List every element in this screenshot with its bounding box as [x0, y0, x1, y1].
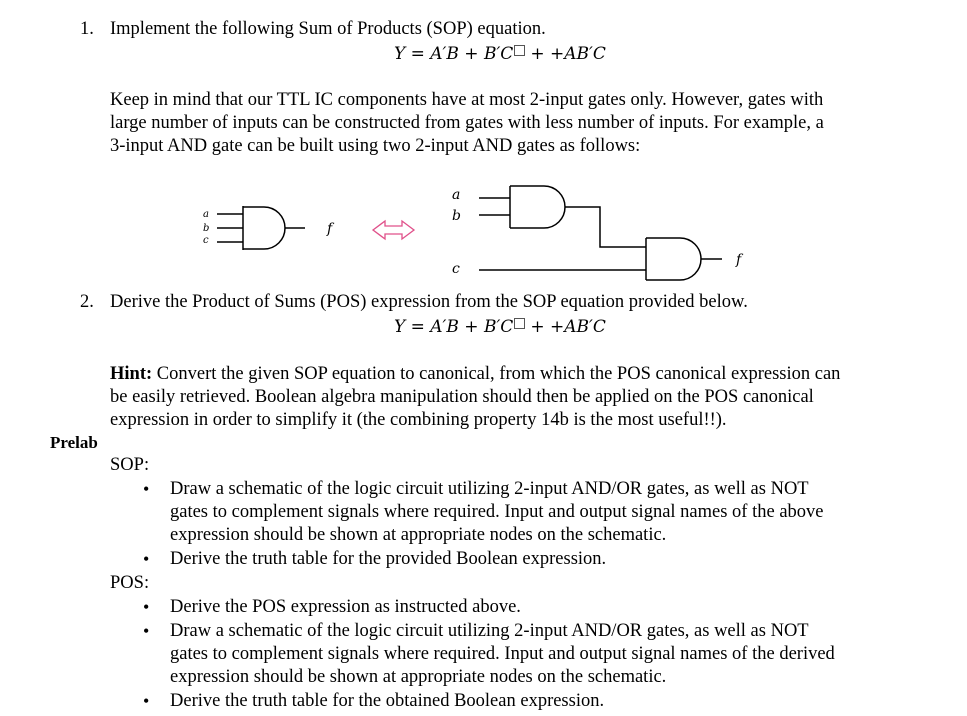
left-input-b: b: [203, 223, 210, 234]
pos-item-line: Derive the truth table for the obtained Boolean expression.: [170, 691, 605, 711]
hint-label: Hint:: [110, 364, 153, 384]
sop-item-line: gates to complement signals where required. Input and output signal names of the above: [170, 502, 824, 522]
right-output-f: f: [736, 252, 742, 268]
equation-main: Y = A′B + B′C: [394, 44, 514, 64]
right-input-a: a: [452, 187, 461, 203]
bullet-icon: •: [143, 549, 150, 569]
first-two-input-and-gate: [479, 186, 646, 247]
three-input-and-gate: [217, 206, 305, 250]
bullet-icon: •: [143, 597, 150, 617]
double-arrow-icon: [373, 221, 414, 239]
hint-line: be easily retrieved. Boolean algebra manipulation should then be applied on the POS canonical: [110, 387, 814, 407]
section2-number: 2.: [80, 292, 94, 312]
equation-tail: + +AB′C: [530, 317, 606, 337]
section2-text: Derive the Product of Sums (POS) expression from the SOP equation provided below.: [110, 292, 748, 312]
section1-text: Implement the following Sum of Products (SOP) equation.: [110, 19, 546, 39]
gate-equivalence-diagram: [0, 0, 967, 290]
section1-number: 1.: [80, 19, 94, 39]
pos-item-line: Draw a schematic of the logic circuit utilizing 2-input AND/OR gates, as well as NOT: [170, 621, 809, 641]
hint-text: Convert the given SOP equation to canonical, from which the POS canonical expression can: [152, 364, 841, 384]
section1-para-line: large number of inputs can be constructed from gates with less number of inputs. For example, a: [110, 113, 824, 133]
right-input-c: c: [452, 261, 460, 277]
equation-main: Y = A′B + B′C: [394, 317, 514, 337]
hint-line: [110, 363, 840, 386]
left-input-a: a: [203, 209, 209, 220]
bullet-icon: •: [143, 621, 150, 641]
sop-item-line: Draw a schematic of the logic circuit utilizing 2-input AND/OR gates, as well as NOT: [170, 479, 809, 499]
pos-label: POS:: [110, 573, 150, 593]
section1-para-line: Keep in mind that our TTL IC components have at most 2-input gates only. However, gates with: [110, 90, 824, 110]
placeholder-box-icon: [514, 318, 525, 329]
hint-line: expression in order to simplify it (the combining property 14b is the most useful!!).: [110, 410, 727, 430]
left-output-f: f: [327, 221, 333, 237]
prelab-heading: Prelab: [50, 433, 98, 452]
sop-label: SOP:: [110, 455, 150, 475]
equation-tail: + +AB′C: [530, 44, 606, 64]
pos-item-line: gates to complement signals where required. Input and output signal names of the derived: [170, 644, 835, 664]
bullet-icon: •: [143, 691, 150, 711]
right-input-b: b: [452, 208, 461, 224]
bullet-icon: •: [143, 479, 150, 499]
sop-item-line: Derive the truth table for the provided Boolean expression.: [170, 549, 607, 569]
section2-equation: [394, 316, 606, 338]
pos-item-line: Derive the POS expression as instructed above.: [170, 597, 521, 617]
left-input-c: c: [203, 235, 209, 246]
section1-para-line: 3-input AND gate can be built using two 2-input AND gates as follows:: [110, 136, 641, 156]
pos-item-line: expression should be shown at appropriate nodes on the schematic.: [170, 667, 667, 687]
sop-item-line: expression should be shown at appropriate nodes on the schematic.: [170, 525, 667, 545]
